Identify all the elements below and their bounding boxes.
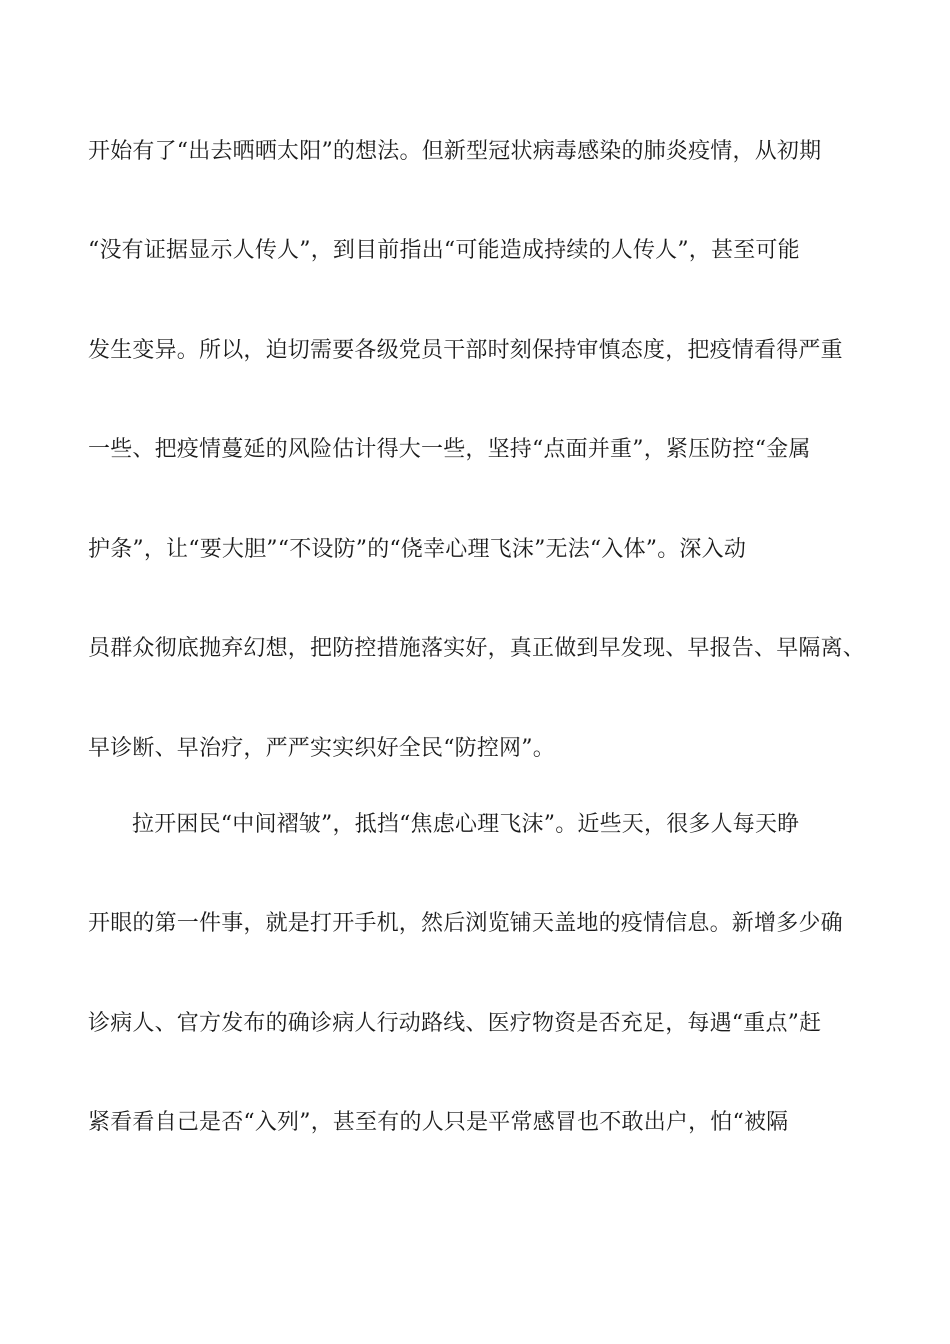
text-line: 紧看看自己是否“入列”，甚至有的人只是平常感冒也不敢出户，怕“被隔 [88, 1110, 789, 1135]
text-line: 护条”，让“要大胆”“不设防”的“侥幸心理飞沫”无法“入体”。深入动 [88, 537, 747, 562]
text-line: 开始有了“出去晒晒太阳”的想法。但新型冠状病毒感染的肺炎疫情，从初期 [88, 139, 822, 164]
paragraph-first-line: 拉开困民“中间褶皱”，抵挡“焦虑心理飞沫”。近些天，很多人每天睁 [132, 812, 800, 837]
text-line: 早诊断、早治疗，严严实实织好全民“防控网”。 [88, 736, 555, 761]
text-line: 一些、把疫情蔓延的风险估计得大一些，坚持“点面并重”，紧压防控“金属 [88, 437, 811, 462]
text-line: 发生变异。所以，迫切需要各级党员干部时刻保持审慎态度，把疫情看得严重 [88, 338, 843, 363]
text-line: 员群众彻底抛弃幻想，把防控措施落实好，真正做到早发现、早报告、早隔离、 [88, 636, 866, 661]
text-line: 诊病人、官方发布的确诊病人行动路线、医疗物资是否充足，每遇“重点”赶 [88, 1011, 822, 1036]
text-line: “没有证据显示人传人”，到目前指出“可能造成持续的人传人”，甚至可能 [88, 238, 800, 263]
text-line: 开眼的第一件事，就是打开手机，然后浏览铺天盖地的疫情信息。新增多少确 [88, 911, 843, 936]
